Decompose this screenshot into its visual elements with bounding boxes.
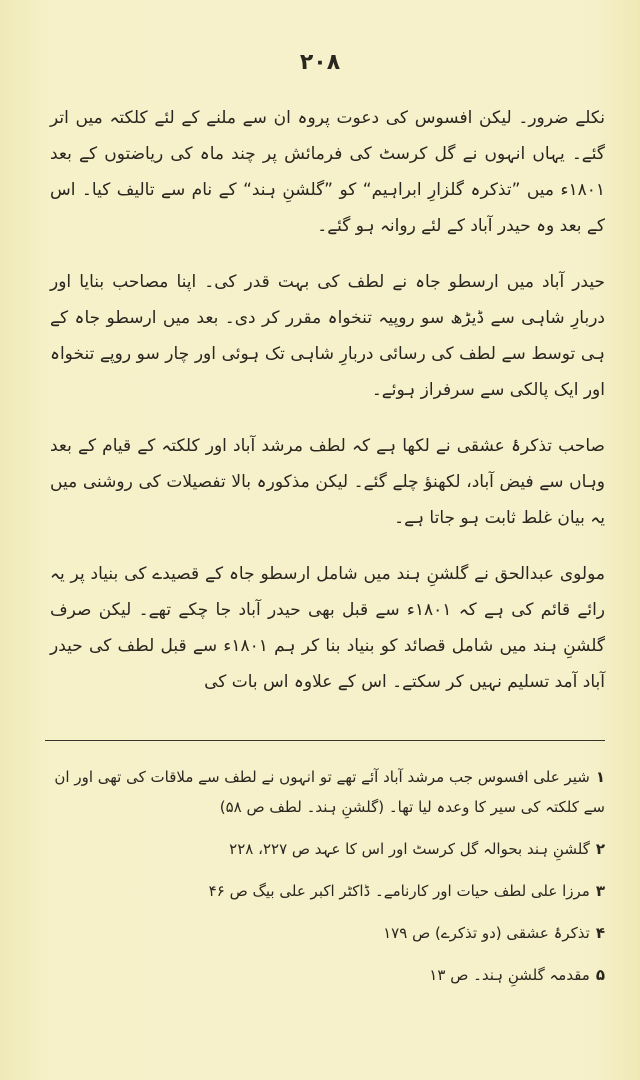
paragraph: مولوی عبدالحق نے گلشنِ ہند میں شامل ارسطو جاہ کے قصیدے کی بنیاد پر یہ رائے قائم کی ہے کہ ۱۸۰۱ء سے قبل بھی حیدر آباد جا چکے تھے۔ لیکن صرف گلشنِ ہند میں شامل قصائد کو بنیاد بنا کر ہم ۱۸۰۱ء سے قبل لطف کی حیدر آباد آمد تسلیم نہیں کر سکتے۔ اس کے علاوہ اس بات کی	[50, 564, 605, 692]
footnote-marker: ۵	[595, 966, 605, 984]
footnote-marker: ۳	[595, 882, 605, 900]
footnote	[50, 762, 605, 822]
paragraph: حیدر آباد میں ارسطو جاہ نے لطف کی بہت قدر کی۔ اپنا مصاحب بنایا اور دربارِ شاہی سے ڈیڑھ سو روپیہ تنخواہ مقرر کر دی۔ بعد میں ارسطو جاہ کے ہی توسط سے لطف کی رسائی دربارِ شاہی تک ہوئی اور چار سو روپے تنخواہ اور ایک پالکی سے سرفراز ہوئے۔	[50, 272, 605, 400]
main-text	[50, 100, 605, 720]
footnote-text: مقدمہ گلشنِ ہند۔ ص ۱۳	[429, 966, 590, 984]
footnote-text: تذکرۂ عشقی (دو تذکرے) ص ۱۷۹	[383, 924, 590, 942]
footnote	[50, 918, 605, 948]
footnote-text: شیر علی افسوس جب مرشد آباد آئے تھے تو انہوں نے لطف سے ملاقات کی تھی اور ان سے کلکتہ کی سیر کا وعدہ لیا تھا۔ (گلشنِ ہند۔ لطف ص ۵۸)	[54, 768, 605, 816]
footnote	[50, 876, 605, 906]
footnote-divider	[45, 740, 605, 741]
paragraph: صاحب تذکرۂ عشقی نے لکھا ہے کہ لطف مرشد آباد اور کلکتہ کے قیام کے بعد وہاں سے فیض آباد، لکھنؤ چلے گئے۔ لیکن مذکورہ بالا تفصیلات کی روشنی میں یہ بیان غلط ثابت ہو جاتا ہے۔	[50, 436, 605, 528]
footnote-text: مرزا علی لطف حیات اور کارنامے۔ ڈاکٹر اکبر علی بیگ ص ۴۶	[208, 882, 590, 900]
footnote-marker: ۲	[595, 840, 605, 858]
page-number: ۲۰۸	[299, 50, 341, 75]
footnote	[50, 834, 605, 864]
footnote	[50, 960, 605, 990]
footnote-marker: ۱	[595, 768, 605, 786]
footnotes	[50, 762, 605, 1002]
footnote-marker: ۴	[595, 924, 605, 942]
paragraph: نکلے ضرور۔ لیکن افسوس کی دعوت پروہ ان سے ملنے کے لئے کلکتہ میں اتر گئے۔ یہاں انہوں نے گل کرسٹ کی فرمائش پر چند ماہ کی ریاضتوں کے بعد ۱۸۰۱ء میں ”تذکرہ گلزارِ ابراہیم“ کو ”گلشنِ ہند“ کے نام سے تالیف کیا۔ اس کے بعد وہ حیدر آباد کے لئے روانہ ہو گئے۔	[50, 108, 605, 236]
footnote-text: گلشنِ ہند بحوالہ گل کرسٹ اور اس کا عہد ص ۲۲۷، ۲۲۸	[229, 840, 590, 858]
